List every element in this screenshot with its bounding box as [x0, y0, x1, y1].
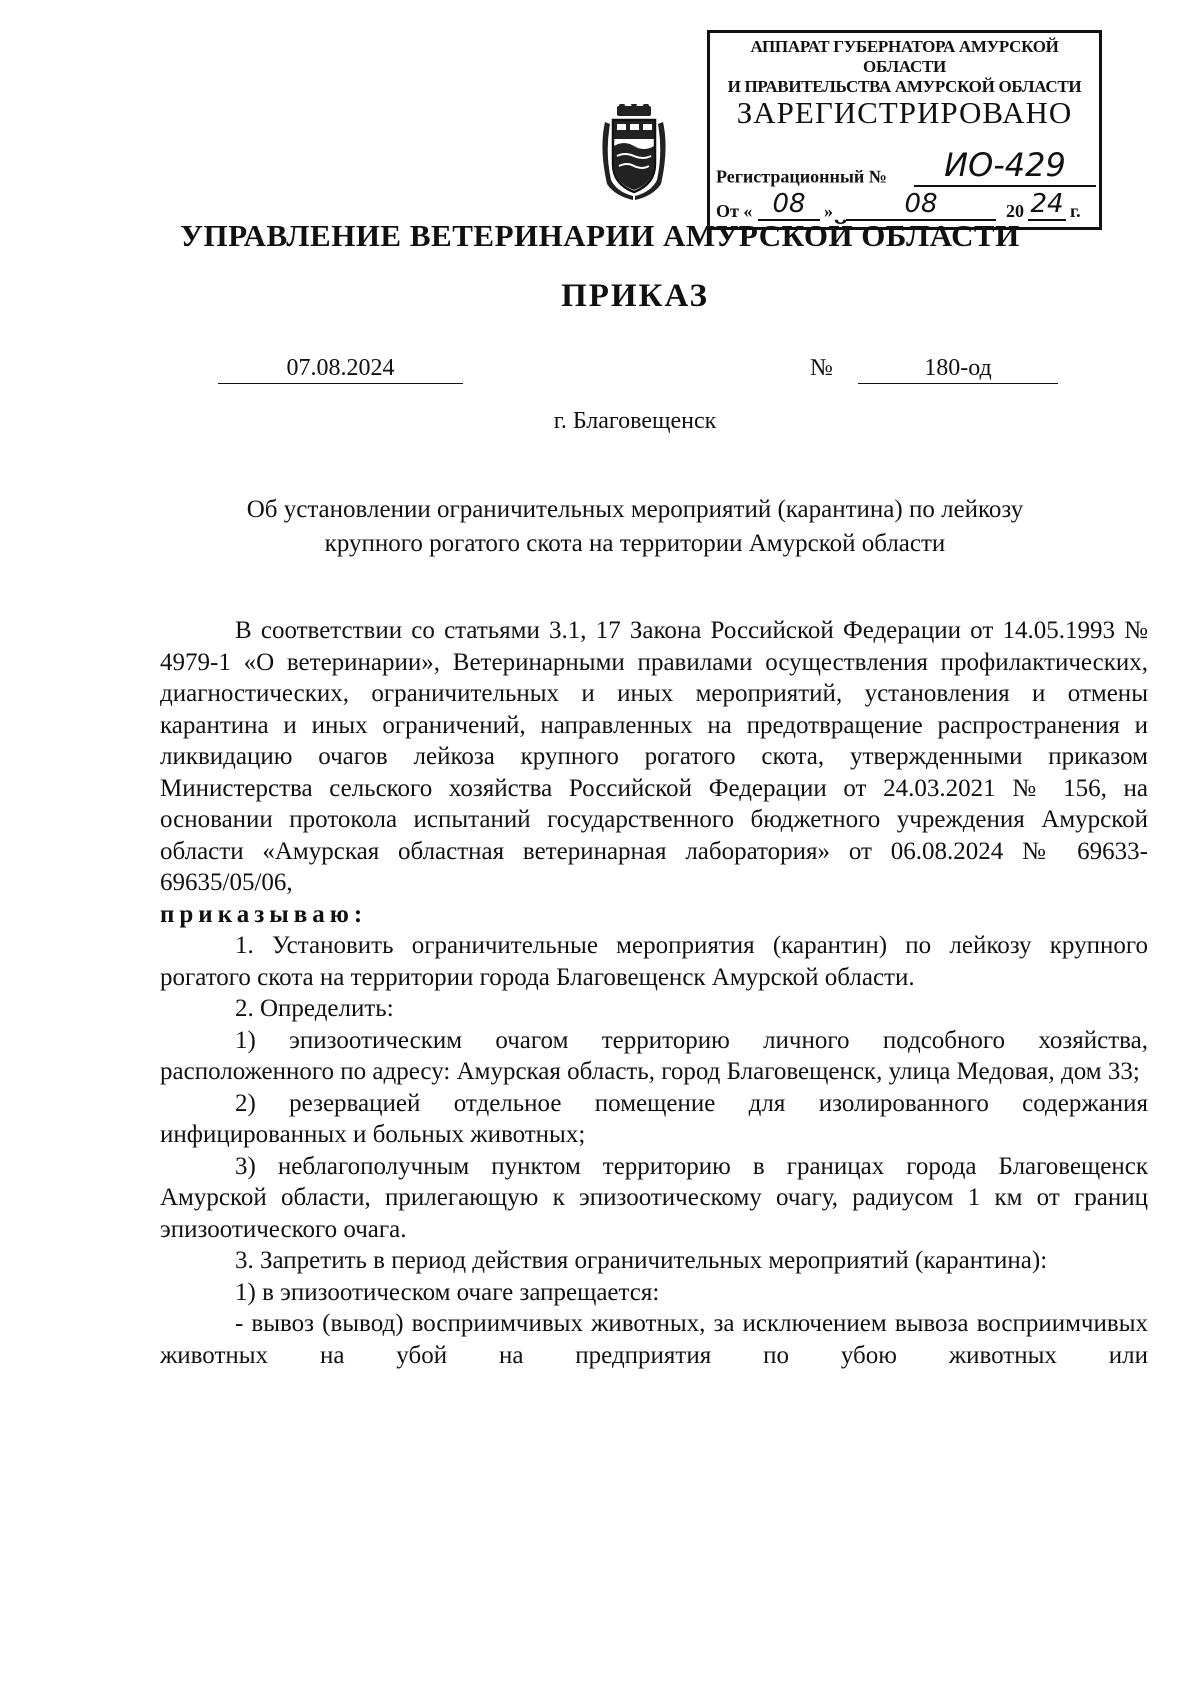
stamp-date-month: 08 [846, 193, 996, 221]
registration-stamp [707, 30, 1102, 230]
stamp-org-line2: И ПРАВИТЕЛЬСТВА АМУРСКОЙ ОБЛАСТИ [727, 77, 1082, 96]
stamp-date-day: 08 [758, 193, 820, 221]
paragraph-3: 3. Запретить в период действия ограничительных мероприятий (карантина): [235, 1247, 1048, 1274]
stamp-date-year-end: г. [1070, 201, 1081, 221]
order-subject [150, 493, 1120, 561]
document-type: ПРИКАЗ [561, 278, 709, 314]
order-date: 07.08.2024 [218, 353, 463, 384]
stamp-title: ЗАРЕГИСТРИРОВАНО [736, 95, 1073, 130]
stamp-date-close: » [824, 201, 833, 221]
paragraph-3-item-1-a: - вывоз (вывод) восприимчивых животных, за исключением вывоза восприимчивых животных на убой на предприятия по убою животных или [160, 1310, 1148, 1369]
stamp-date-from: От « [716, 201, 753, 221]
organization-header: УПРАВЛЕНИЕ ВЕТЕРИНАРИИ АМУРСКОЙ ОБЛАСТИ [180, 218, 1020, 253]
paragraph-2-item-2: 2) резервацией отдельное помещение для изолированного содержания инфицированных и больных животных; [160, 1089, 1148, 1148]
paragraph-2-item-1: 1) эпизоотическим очагом территорию личного подсобного хозяйства, расположенного по адресу: Амурская область, город Благовещенск, улица Медовая, дом 33; [160, 1026, 1148, 1085]
order-body [160, 615, 1148, 1371]
subject-line1: Об установлении ограничительных мероприятий (карантина) по лейкозу [246, 496, 1024, 523]
order-number: 180-од [858, 353, 1058, 384]
preamble-paragraph: В соответствии со статьями 3.1, 17 Закона Российской Федерации от 14.05.1993 № 4979-1 «О ветеринарии», Ветеринарными правилами осуществления профилактических, диагностических, ограничительных и иных мероприятий, установления и отмены карантина и иных ограничений, направленных на предотвращение распространения и ликвидацию очагов лейкоза крупного рогатого скота, утвержденными приказом Министерства сельского хозяйства Российской Федерации от 24.03.2021 № 156, на основании протокола испытаний государственного бюджетного учреждения Амурской области «Амурская областная ветеринарная лаборатория» от 06.08.2024 № 69633-69635/05/06, [160, 617, 1148, 896]
coat-of-arms-emblem [597, 104, 671, 202]
stamp-registration-row [716, 146, 1096, 189]
stamp-date-year: 24 [1028, 193, 1066, 221]
decree-word: приказываю: [160, 900, 368, 928]
stamp-reg-label: Регистрационный № [716, 166, 887, 187]
stamp-reg-number: ИО-429 [914, 147, 1096, 187]
paragraph-1: 1. Установить ограничительные мероприятия (карантин) по лейкозу крупного рогатого скота на территории города Благовещенск Амурской области. [160, 932, 1148, 991]
stamp-date-year-prefix: 20 [1006, 201, 1024, 221]
paragraph-2: 2. Определить: [235, 995, 394, 1022]
subject-line2: крупного рогатого скота на территории Амурской области [324, 530, 946, 557]
paragraph-2-item-3: 3) неблагополучным пунктом территорию в границах города Благовещенск Амурской области, прилегающую к эпизоотическому очагу, радиусом 1 км от границ эпизоотического очага. [160, 1152, 1148, 1243]
city: г. Благовещенск [553, 408, 717, 434]
stamp-org-line1: АППАРАТ ГУБЕРНАТОРА АМУРСКОЙ ОБЛАСТИ [750, 37, 1059, 76]
number-sign: № [810, 355, 833, 381]
stamp-organization [710, 37, 1099, 97]
paragraph-3-item-1: 1) в эпизоотическом очаге запрещается: [235, 1278, 660, 1306]
